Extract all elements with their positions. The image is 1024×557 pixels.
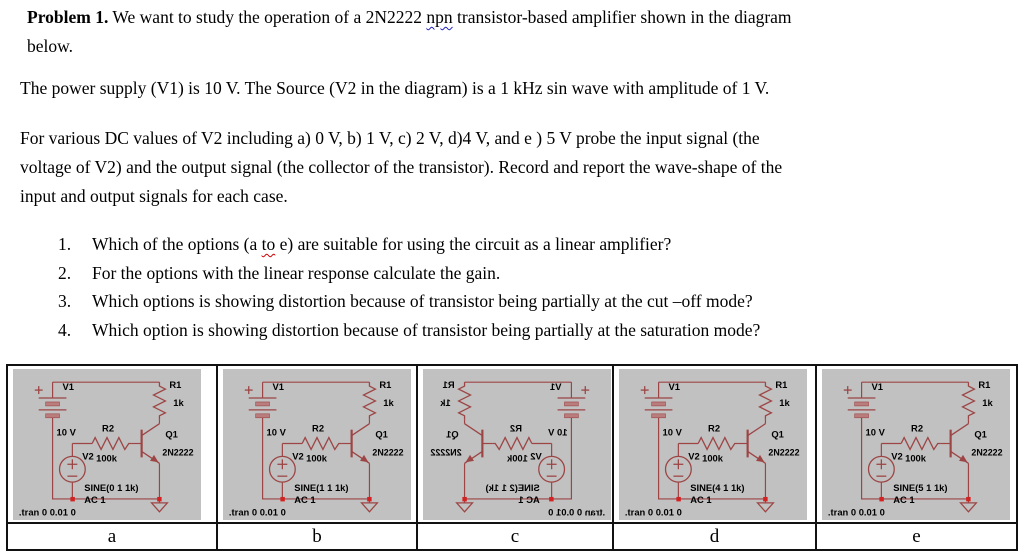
resistor-r2-symbol — [492, 438, 532, 450]
circuit-diagram-e — [822, 369, 1010, 520]
paragraph-power-supply: The power supply (V1) is 10 V. The Source (V2 in the diagram) is a 1 kHz sin wave with amplitude of 1 V. — [20, 78, 770, 98]
v2-sine-value: SINE(4 1 1k) — [690, 482, 745, 494]
q1-value: 2N2222 — [768, 447, 800, 458]
schematic-d — [619, 369, 807, 520]
v1-value: 10 V — [662, 426, 682, 438]
question-1-text — [92, 230, 671, 259]
r2-value: 100k — [905, 452, 927, 464]
plus-icon — [876, 459, 886, 469]
schematic-labels — [430, 379, 605, 518]
r1-value: 1k — [779, 396, 790, 408]
v2-ac-value: AC 1 — [893, 493, 915, 505]
v2-label: V2 — [292, 450, 304, 462]
circuit-cell-a — [8, 366, 218, 522]
junction-dot — [367, 497, 371, 501]
npn-misspelled-word: npn — [426, 7, 453, 27]
question-3 — [58, 287, 998, 316]
resistor-r1-symbol — [963, 382, 975, 420]
plus-icon — [673, 459, 683, 469]
q1-label: Q1 — [375, 428, 388, 440]
r2-label: R2 — [312, 422, 325, 434]
question-1-number: 1. — [58, 234, 72, 254]
transistor-q1-symbol — [465, 424, 483, 464]
r2-value: 100k — [506, 452, 528, 464]
v1-label: V1 — [550, 381, 562, 393]
option-label-d: d — [614, 524, 817, 549]
option-label-e: e — [912, 525, 921, 547]
option-label-row — [8, 522, 1016, 549]
p3-line3: input and output signals for each case. — [20, 186, 288, 206]
transistor-q1-symbol — [951, 424, 969, 464]
option-label-a: a — [8, 524, 218, 549]
r1-label: R1 — [978, 379, 991, 391]
junction-dot — [462, 497, 466, 501]
question-4 — [58, 316, 998, 345]
r2-label: R2 — [911, 422, 924, 434]
circuit-cell-d — [614, 366, 817, 522]
junction-dot — [549, 497, 553, 501]
schematic-b — [223, 369, 411, 520]
p3-line2: voltage of V2) and the output signal (the collector of the transistor). Record and report the wave-shape of the — [20, 157, 783, 177]
v2-ac-value: AC 1 — [690, 493, 712, 505]
plus-icon — [547, 459, 557, 469]
circuit-cell-e — [817, 366, 1016, 522]
plus-icon — [581, 386, 589, 394]
plus-icon — [641, 386, 649, 394]
question-list — [58, 230, 998, 344]
resistor-r2-symbol — [698, 438, 738, 450]
q1-label: Q1 — [446, 428, 459, 440]
v2-ac-value: AC 1 — [294, 493, 316, 505]
r1-value: 1k — [173, 396, 184, 408]
v1-value: 10 V — [56, 426, 76, 438]
tran-directive: .tran 0 0.01 0 — [827, 506, 885, 518]
tran-directive: .tran 0 0.01 0 — [18, 506, 76, 518]
v2-sine-value: SINE(0 1 1k) — [84, 482, 139, 494]
v2-ac-value: AC 1 — [84, 493, 106, 505]
junction-dot — [280, 497, 284, 501]
v2-sine-value: SINE(1 1 1k) — [294, 482, 349, 494]
v2-label: V2 — [891, 450, 903, 462]
r2-value: 100k — [306, 452, 328, 464]
circuit-cell-c — [418, 366, 614, 522]
v1-label: V1 — [62, 381, 74, 393]
v1-value: 10 V — [865, 426, 885, 438]
question-2 — [58, 259, 998, 288]
ground-symbol — [362, 503, 378, 512]
schematic-labels — [229, 379, 404, 518]
schematic-labels — [625, 379, 800, 518]
v1-value: 10 V — [548, 426, 568, 438]
circuit-diagram-d — [619, 369, 807, 520]
ground-symbol — [758, 503, 774, 512]
q1-value: 2N2222 — [430, 447, 462, 458]
p1-line2: below. — [27, 36, 74, 56]
v1-label: V1 — [871, 381, 883, 393]
circuit-diagram-b — [223, 369, 411, 520]
circuit-diagram-a — [13, 369, 201, 520]
r1-value: 1k — [383, 396, 394, 408]
q1-label: Q1 — [771, 428, 784, 440]
junction-dot — [763, 497, 767, 501]
paragraph-instructions — [20, 124, 1010, 211]
question-4-text: Which option is showing distortion because of transistor being partially at the saturation mode? — [92, 319, 761, 340]
q1-pre: Which of the options (a — [92, 234, 262, 254]
q1-post: e) are suitable for using the circuit as a linear amplifier? — [275, 234, 672, 254]
r2-label: R2 — [102, 422, 115, 434]
schematic-e — [822, 369, 1010, 520]
r1-label: R1 — [775, 379, 788, 391]
schematic-labels — [828, 379, 1003, 518]
schematic-a — [13, 369, 201, 520]
problem-title: Problem 1. — [27, 7, 109, 27]
tran-directive: .tran 0 0.01 0 — [228, 506, 286, 518]
transistor-q1-symbol — [748, 424, 766, 464]
q1-label: Q1 — [165, 428, 178, 440]
ground-symbol — [152, 503, 168, 512]
question-3-text: Which options is showing distortion because of transistor being partially at the cut –off mode? — [92, 291, 753, 311]
r1-label: R1 — [169, 379, 182, 391]
resistor-r1-symbol — [364, 382, 376, 420]
schematic-c-mirrored — [423, 369, 611, 520]
junction-dot — [966, 497, 970, 501]
transistor-q1-symbol — [142, 424, 160, 464]
question-1 — [58, 230, 998, 259]
circuit-diagram-c — [423, 369, 611, 520]
q1-value: 2N2222 — [971, 447, 1003, 458]
junction-dot — [879, 497, 883, 501]
option-label-b: b — [218, 524, 418, 549]
v2-sine-value: SINE(5 1 1k) — [893, 482, 948, 494]
q1-value: 2N2222 — [162, 447, 194, 458]
circuit-options-table — [6, 364, 1018, 551]
question-3-number: 3. — [58, 291, 72, 311]
r1-label: R1 — [379, 379, 392, 391]
junction-dot — [676, 497, 680, 501]
question-2-number: 2. — [58, 262, 72, 283]
tran-directive: .tran 0 0.01 0 — [548, 506, 606, 518]
v2-sine-value: SINE(2 1 1k) — [485, 482, 540, 494]
question-4-number: 4. — [58, 319, 72, 340]
q1-label: Q1 — [974, 428, 987, 440]
p1-text-a: We want to study the operation of a 2N2222 — [108, 7, 427, 27]
v1-value: 10 V — [266, 426, 286, 438]
circuit-cell-b — [218, 366, 418, 522]
p3-line1: For various DC values of V2 including a) 0 V, b) 1 V, c) 2 V, d)4 V, and e ) 5 V probe the input signal (the — [20, 128, 760, 148]
ground-symbol — [961, 503, 977, 512]
r1-value: 1k — [440, 396, 451, 408]
v2-label: V2 — [82, 450, 94, 462]
v2-label: V2 — [530, 450, 542, 462]
plus-icon — [277, 459, 287, 469]
r1-label: R1 — [442, 379, 455, 391]
v2-ac-value: AC 1 — [518, 493, 540, 505]
v1-label: V1 — [272, 381, 284, 393]
resistor-r2-symbol — [92, 438, 132, 450]
resistor-r2-symbol — [302, 438, 342, 450]
paragraph-problem-statement — [27, 3, 1002, 61]
option-label-c: c — [418, 524, 614, 549]
circuit-row — [8, 366, 1016, 522]
tran-directive: .tran 0 0.01 0 — [624, 506, 682, 518]
r2-value: 100k — [96, 452, 118, 464]
resistor-r1-symbol — [760, 382, 772, 420]
ground-symbol — [457, 503, 473, 512]
r2-label: R2 — [509, 422, 522, 434]
transistor-q1-symbol — [352, 424, 370, 464]
v1-label: V1 — [668, 381, 680, 393]
plus-icon — [35, 386, 43, 394]
v2-label: V2 — [688, 450, 700, 462]
p1-text-b: transistor-based amplifier shown in the diagram — [452, 7, 792, 27]
junction-dot — [157, 497, 161, 501]
plus-icon — [844, 386, 852, 394]
q1-value: 2N2222 — [372, 447, 404, 458]
plus-icon — [67, 459, 77, 469]
resistor-r1-symbol — [459, 382, 471, 420]
r1-value: 1k — [982, 396, 993, 408]
junction-dot — [70, 497, 74, 501]
r2-value: 100k — [702, 452, 724, 464]
schematic-labels — [19, 379, 194, 518]
r2-label: R2 — [708, 422, 721, 434]
resistor-r1-symbol — [154, 382, 166, 420]
resistor-r2-symbol — [901, 438, 941, 450]
to-misspelled-word: to — [261, 234, 276, 254]
plus-icon — [245, 386, 253, 394]
question-2-text: For the options with the linear response calculate the gain. — [92, 262, 501, 283]
